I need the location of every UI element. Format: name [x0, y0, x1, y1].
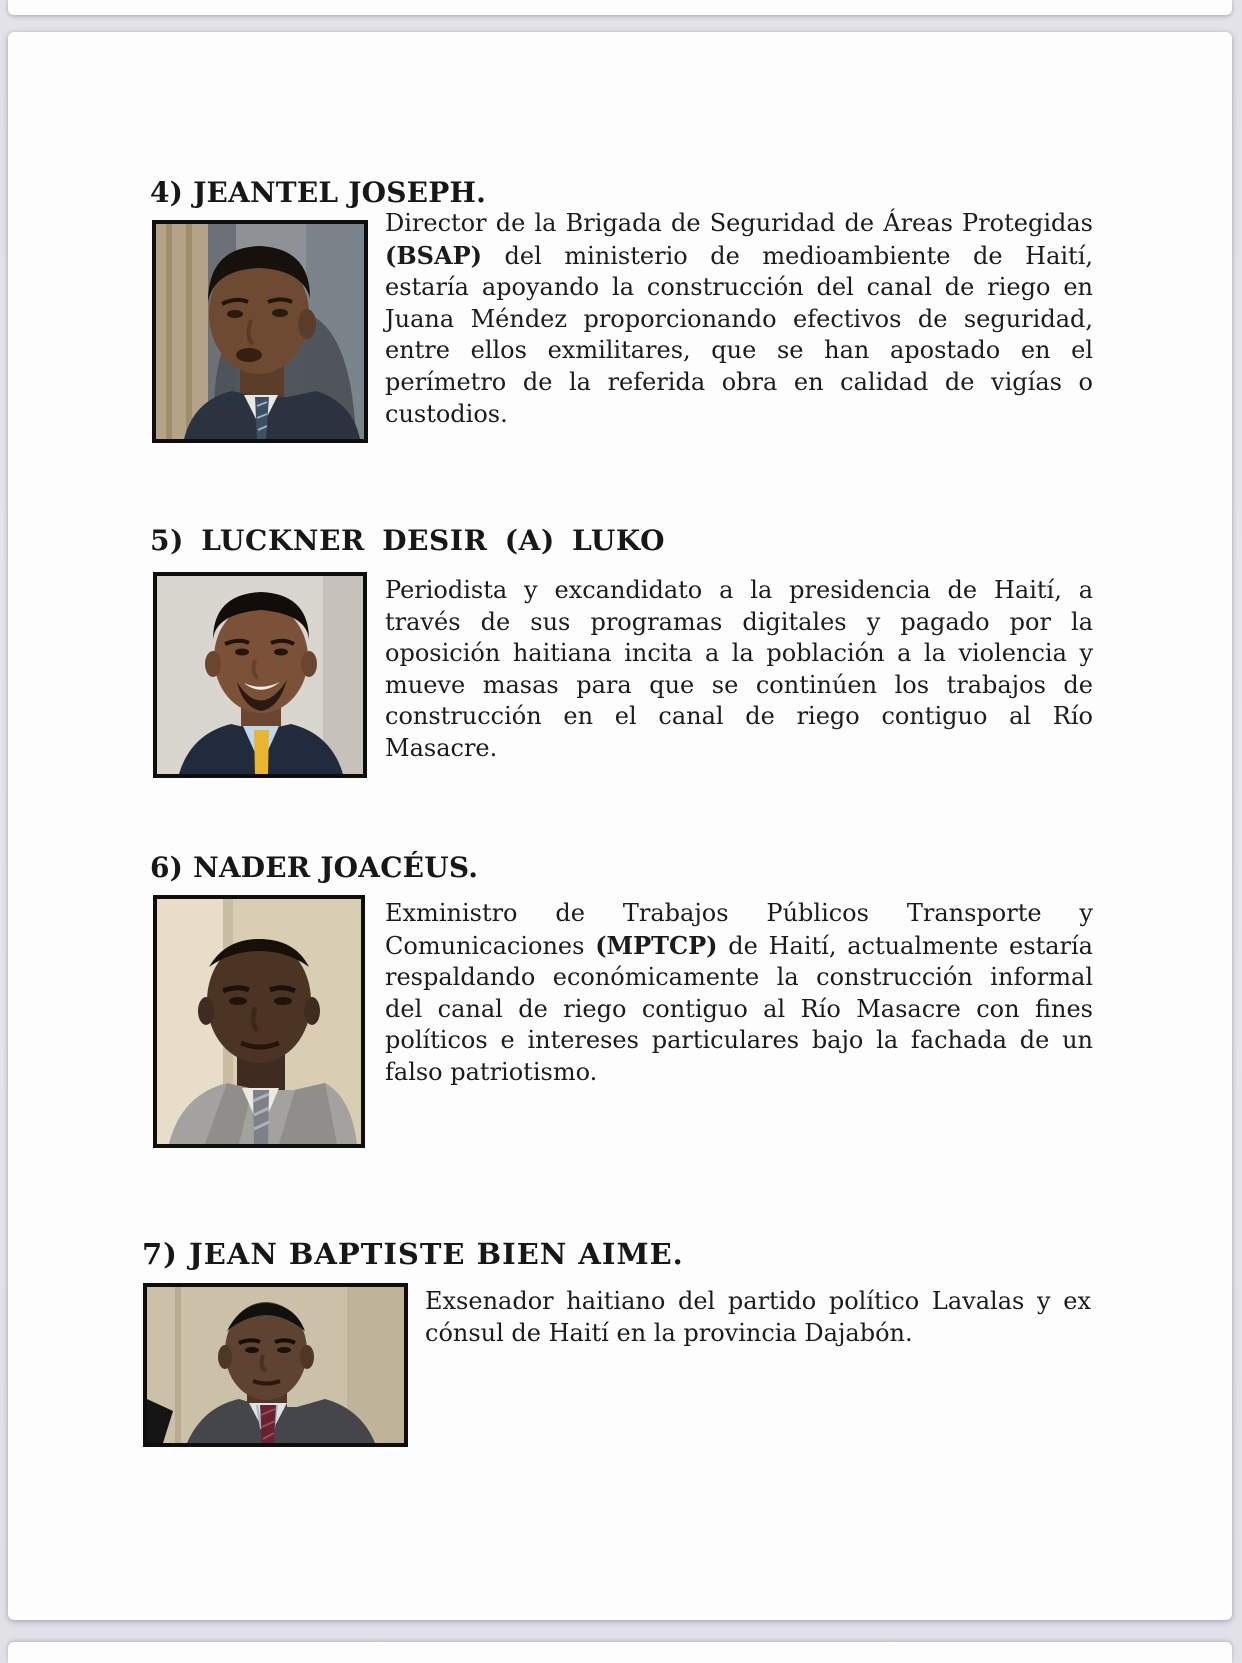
- entry-5-description: Periodista y excandidato a la presidencia de Haití, a través de sus programas digitales y pagado por la oposición haitiana incita a la población a la violencia y mueve masas para que se continúen los trabajos de construcción en el canal de riego contiguo al Río Masacre.: [385, 576, 1093, 762]
- portrait-illustration: [156, 224, 364, 439]
- portrait-photo-jeantel-joseph: [152, 220, 368, 443]
- portrait-photo-luckner-desir: [153, 572, 367, 778]
- entry-7-heading: 7) JEAN BAPTISTE BIEN AIME.: [142, 1237, 684, 1271]
- entry-5-heading: 5) LUCKNER DESIR (A) LUKO: [150, 524, 666, 557]
- entry-6-description: Exministro de Trabajos Públicos Transporte y Comunicaciones (MPTCP) de Haití, actualmente estaría respaldando económicamente la construcción informal del canal de riego contiguo al Río Masacre con fines políticos e intereses particulares bajo la fachada de un falso patriotismo.: [385, 899, 1093, 1086]
- portrait-illustration: [157, 899, 361, 1144]
- portrait-illustration: [147, 1287, 404, 1443]
- document-page: [8, 32, 1232, 1620]
- next-page-edge: [8, 1642, 1232, 1663]
- entry-4-heading: 4) JEANTEL JOSEPH.: [150, 176, 487, 209]
- portrait-photo-nader-joaceus: [153, 895, 365, 1148]
- portrait-illustration: [157, 576, 363, 774]
- entry-7-description: Exsenador haitiano del partido político Lavalas y ex cónsul de Haití en la provincia Dajabón.: [425, 1287, 1091, 1347]
- entry-4-description: Director de la Brigada de Seguridad de Áreas Protegidas (BSAP) del ministerio de medioambiente de Haití, estaría apoyando la construcción del canal de riego en Juana Méndez proporcionando efectivos de seguridad, entre ellos exmilitares, que se han apostado en el perímetro de la referida obra en calidad de vigías o custodios.: [385, 209, 1093, 428]
- entry-6-heading: 6) NADER JOACÉUS.: [150, 851, 479, 884]
- portrait-photo-jean-baptiste-bien-aime: [143, 1283, 408, 1447]
- previous-page-edge: [8, 0, 1232, 15]
